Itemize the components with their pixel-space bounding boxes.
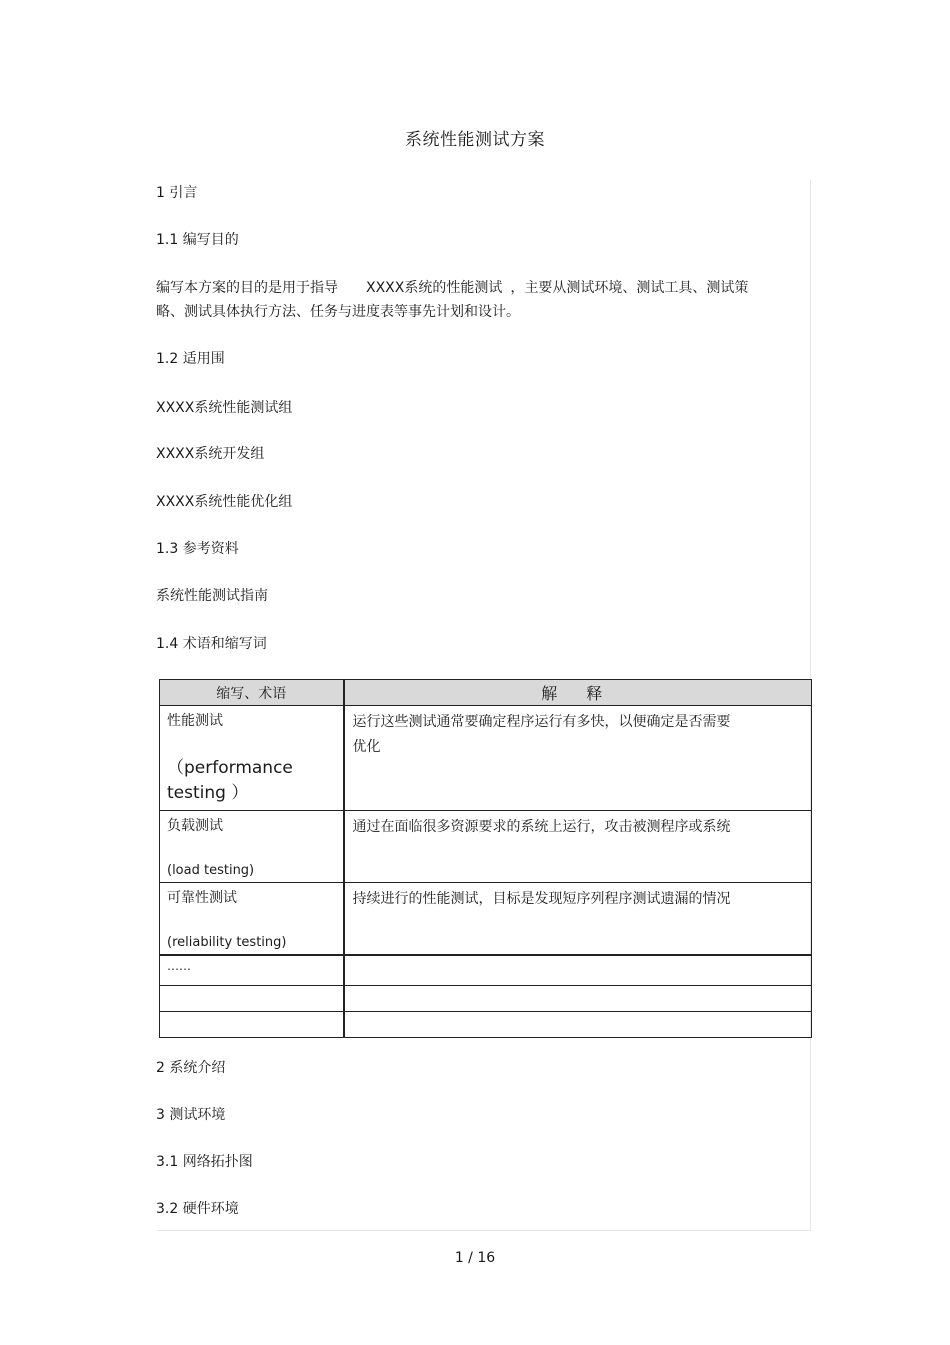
table-row: [160, 706, 812, 811]
term-cell: [160, 1012, 344, 1038]
desc-cell: [344, 706, 812, 811]
desc-line: 运行这些测试通常要确定程序运行有多快，以便确定是否需要: [352, 714, 731, 730]
term-en: (reliability testing): [167, 935, 287, 950]
document-title: 系统性能测试方案: [405, 130, 545, 150]
header-term: 缩写、术语: [160, 680, 344, 706]
desc-line: 持续进行的性能测试，目标是发现短序列程序测试遗漏的情况: [352, 891, 731, 907]
table-row: [160, 1012, 812, 1038]
term-cell: [160, 811, 344, 883]
table-row: [160, 986, 812, 1012]
heading-3-2: 3.2 硬件环境: [156, 1201, 239, 1217]
heading-1-4: 1.4 术语和缩写词: [156, 636, 267, 652]
page-number: 1 / 16: [454, 1250, 496, 1266]
scope-item-dev-group: XXXX系统开发组: [156, 446, 265, 462]
heading-1-2: 1.2 适用围: [156, 351, 225, 367]
terms-table: [159, 679, 812, 1038]
table-header-row: [160, 680, 812, 706]
term-cn: 可靠性测试: [167, 890, 237, 906]
term-cell: [160, 955, 344, 986]
heading-2: 2 系统介绍: [156, 1060, 226, 1076]
ellipsis-text: ……: [167, 959, 191, 973]
table-row: [160, 955, 812, 986]
term-cell: [160, 986, 344, 1012]
heading-1: 1 引言: [156, 185, 198, 201]
term-en: （performance testing ）: [167, 758, 293, 803]
term-cell: [160, 706, 344, 811]
term-cn: 性能测试: [167, 713, 223, 729]
term-cn: 负载测试: [167, 818, 223, 834]
header-explanation: 解 释: [344, 680, 812, 706]
desc-cell: [344, 811, 812, 883]
table-row: [160, 811, 812, 883]
heading-3-1: 3.1 网络拓扑图: [156, 1154, 253, 1170]
reference-item: 系统性能测试指南: [156, 588, 268, 604]
term-cell: [160, 883, 344, 956]
desc-line: 优化: [352, 739, 381, 755]
purpose-paragraph: [156, 276, 796, 324]
purpose-text-a: 编写本方案的目的是用于指导: [156, 280, 338, 296]
desc-cell: [344, 986, 812, 1012]
heading-1-1: 1.1 编写目的: [156, 232, 239, 248]
scope-item-test-group: XXXX系统性能测试组: [156, 400, 293, 416]
purpose-text-c: ，主要从测试环境、测试工具、测试策: [510, 280, 749, 296]
scope-item-optimize-group: XXXX系统性能优化组: [156, 494, 293, 510]
desc-cell: [344, 883, 812, 956]
desc-cell: [344, 955, 812, 986]
heading-1-3: 1.3 参考资料: [156, 541, 239, 557]
term-en: (load testing): [167, 863, 255, 878]
table-row: [160, 883, 812, 956]
purpose-text-line2: 略、测试具体执行方法、任务与进度表等事先计划和设计。: [156, 304, 520, 320]
desc-line: 通过在面临很多资源要求的系统上运行，攻击被测程序或系统: [352, 819, 731, 835]
purpose-text-b: XXXX系统的性能测试: [366, 280, 503, 296]
heading-3: 3 测试环境: [156, 1107, 226, 1123]
desc-cell: [344, 1012, 812, 1038]
